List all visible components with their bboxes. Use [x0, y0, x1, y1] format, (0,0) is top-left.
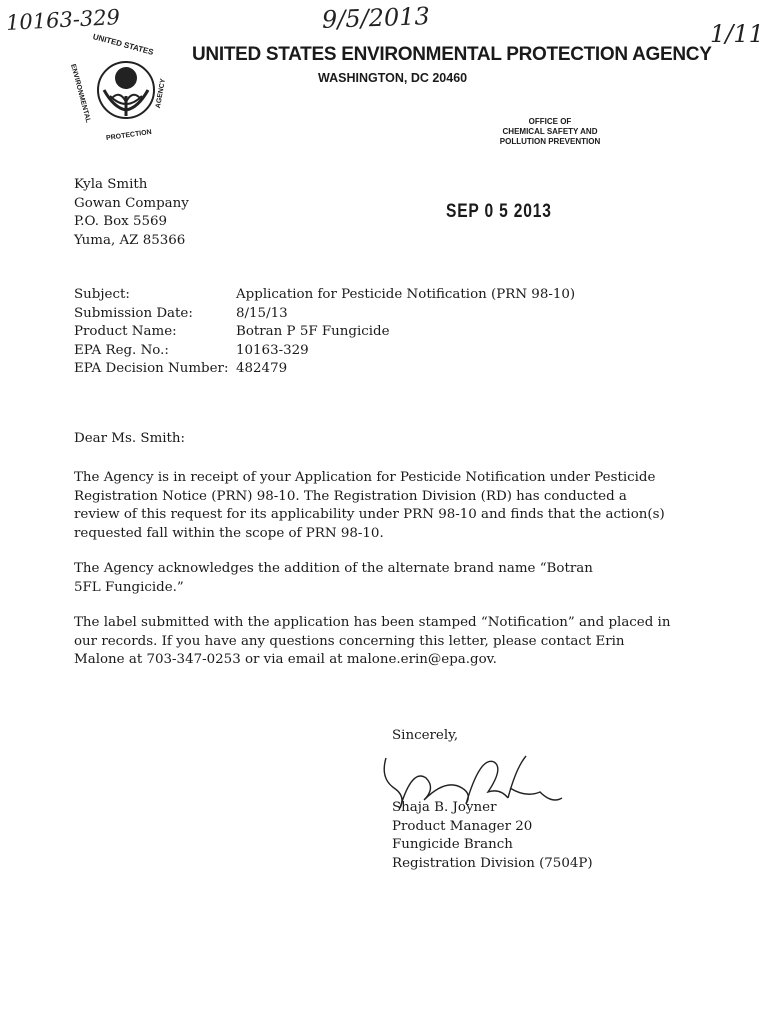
office-block	[488, 117, 612, 147]
recipient-address	[74, 176, 189, 250]
detail-row	[74, 342, 575, 361]
paragraph-1: The Agency is in receipt of your Application for Pesticide Notification under Pesticide Registration Notice (PRN) 98-10. The Registration Division (RD) has conducted a review of this request for its applicability under PRN 98-10 and finds that the action(s) requested fall within the scope of PRN 98-10.	[74, 470, 665, 541]
paragraph-2: The Agency acknowledges the addition of the alternate brand name “Botran 5FL Fungicide.”	[74, 561, 593, 595]
detail-row	[74, 323, 575, 342]
epa-seal	[68, 32, 188, 148]
detail-label: EPA Decision Number:	[74, 361, 229, 376]
salutation: Dear Ms. Smith:	[74, 431, 186, 446]
detail-label: Subject:	[74, 287, 130, 302]
recipient-company: Gowan Company	[74, 195, 189, 211]
details-table	[74, 286, 575, 379]
seal-text-top: UNITED STATES	[91, 32, 155, 57]
detail-label: Product Name:	[74, 324, 177, 339]
detail-label: EPA Reg. No.:	[74, 342, 169, 358]
recipient-po-box: P.O. Box 5569	[74, 214, 168, 229]
seal-text-bottom: PROTECTION	[105, 128, 153, 143]
handwritten-page-mark: 1/11	[710, 20, 764, 48]
detail-row	[74, 360, 575, 379]
detail-value: 10163-329	[236, 342, 309, 358]
paragraph-3: The label submitted with the application has been stamped “Notification” and placed in our records. If you have any questions concerning this letter, please contact Erin Malone at 703-347-0253 or via email at malone.erin@epa.gov.	[74, 615, 671, 667]
agency-name: UNITED STATES ENVIRONMENTAL PROTECTION AGENCY	[192, 44, 712, 65]
detail-value: Botran P 5F Fungicide	[236, 324, 390, 339]
signature-block	[392, 799, 593, 873]
handwritten-date: 9/5/2013	[321, 2, 431, 34]
handwritten-file-number: 10163-329	[5, 5, 121, 35]
seal-text-left: ENVIRONMENTAL	[69, 63, 92, 124]
signatory-name: Shaja B. Joyner	[392, 800, 497, 815]
seal-text-right: AGENCY	[154, 78, 168, 109]
office-line-2: CHEMICAL SAFETY AND	[502, 127, 598, 136]
agency-city: WASHINGTON, DC 20460	[318, 71, 468, 85]
signatory-title: Product Manager 20	[392, 818, 533, 834]
detail-value: Application for Pesticide Notification (PRN 98-10)	[236, 287, 576, 302]
detail-value: 482479	[236, 361, 288, 376]
closing: Sincerely,	[392, 728, 459, 743]
signatory-division: Registration Division (7504P)	[392, 855, 593, 871]
detail-value: 8/15/13	[236, 305, 288, 321]
date-stamp: SEP 0 5 2013	[446, 201, 552, 222]
detail-row	[74, 286, 575, 305]
office-line-1: OFFICE OF	[528, 117, 572, 126]
office-line-3: POLLUTION PREVENTION	[499, 137, 601, 146]
detail-label: Submission Date:	[74, 305, 193, 321]
signatory-branch: Fungicide Branch	[392, 837, 513, 852]
recipient-city: Yuma, AZ 85366	[74, 232, 186, 248]
detail-row	[74, 305, 575, 324]
recipient-name: Kyla Smith	[74, 177, 148, 192]
